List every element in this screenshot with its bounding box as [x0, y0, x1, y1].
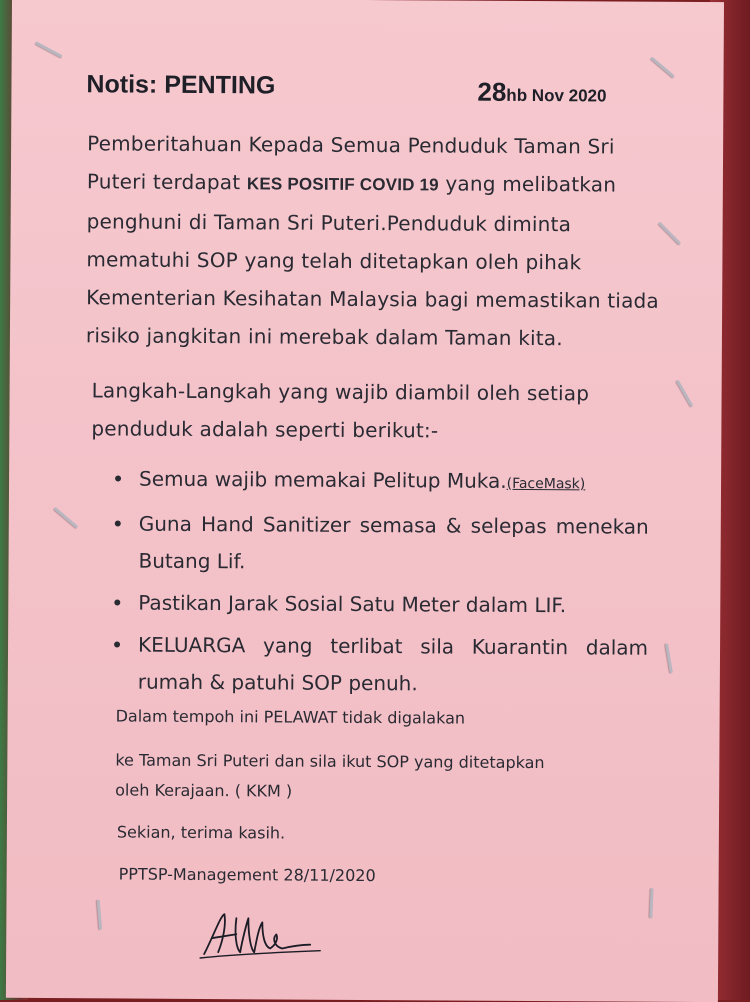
list-item [109, 460, 649, 503]
notice-date [477, 77, 606, 109]
visitor-note-line-3: oleh Kerajaan. ( KKM ) [115, 780, 293, 801]
steps-list [108, 460, 649, 708]
visitor-note-line-2: ke Taman Sri Puteri dan sila ikut SOP yang ditetapkan [115, 750, 545, 773]
positive-case-highlight: KES POSITIF COVID 19 [246, 174, 439, 195]
list-item [108, 626, 648, 703]
visitor-note: Dalam tempoh ini PELAWAT tidak digalakan [115, 706, 466, 728]
bullet-dot-icon [115, 520, 121, 526]
para1-text-a: Pemberitahuan Kepada Semua Penduduk Taman Sri Puteri terdapat [86, 131, 615, 195]
signature-icon [196, 904, 326, 965]
step-distance: Pastikan Jarak Sosial Satu Meter dalam LIF. [138, 590, 567, 618]
steps-intro-paragraph: Langkah-Langkah yang wajib diambil oleh setiap penduduk adalah seperti berikut:- [91, 378, 590, 443]
bullet-dot-icon [114, 599, 120, 605]
date-month-year: hb Nov 2020 [506, 85, 607, 106]
step-quarantine: KELUARGA yang terlibat sila Kuarantin dalam rumah & patuhi SOP penuh. [137, 632, 649, 696]
list-item [108, 584, 648, 624]
announcement-paragraph [86, 124, 667, 358]
notice-title: Notis: PENTING [86, 70, 276, 100]
para1-text-b: yang melibatkan penghuni di Taman Sri Puteri.Penduduk diminta mematuhi SOP yang telah ditetapkan oleh pihak Kementerian Kesihatan Malaysia bagi memastikan tiada risiko jangkitan ini merebak dalam Taman kita. [85, 171, 659, 351]
step-sanitizer: Guna Hand Sanitizer semasa & selepas menekan Butang Lif. [138, 511, 649, 574]
notice-sheet [6, 0, 724, 1002]
staple-left-mid [53, 507, 78, 529]
staple-top-left [35, 41, 63, 58]
staple-right-bottom [649, 888, 653, 918]
list-item [108, 505, 648, 582]
staple-right-3 [665, 643, 673, 673]
bullet-dot-icon [115, 475, 121, 481]
step-mask: Semua wajib memakai Pelitup Muka. [138, 466, 507, 493]
facemask-note: (FaceMask) [506, 475, 586, 493]
staple-top-right [650, 56, 675, 78]
staple-right-2 [676, 380, 693, 408]
date-day: 28 [477, 76, 507, 107]
closing-text: Sekian, terima kasih. [116, 822, 286, 843]
sign-off: PPTSP-Management 28/11/2020 [118, 864, 376, 886]
staple-left-bottom [97, 900, 102, 930]
bullet-dot-icon [114, 641, 120, 647]
